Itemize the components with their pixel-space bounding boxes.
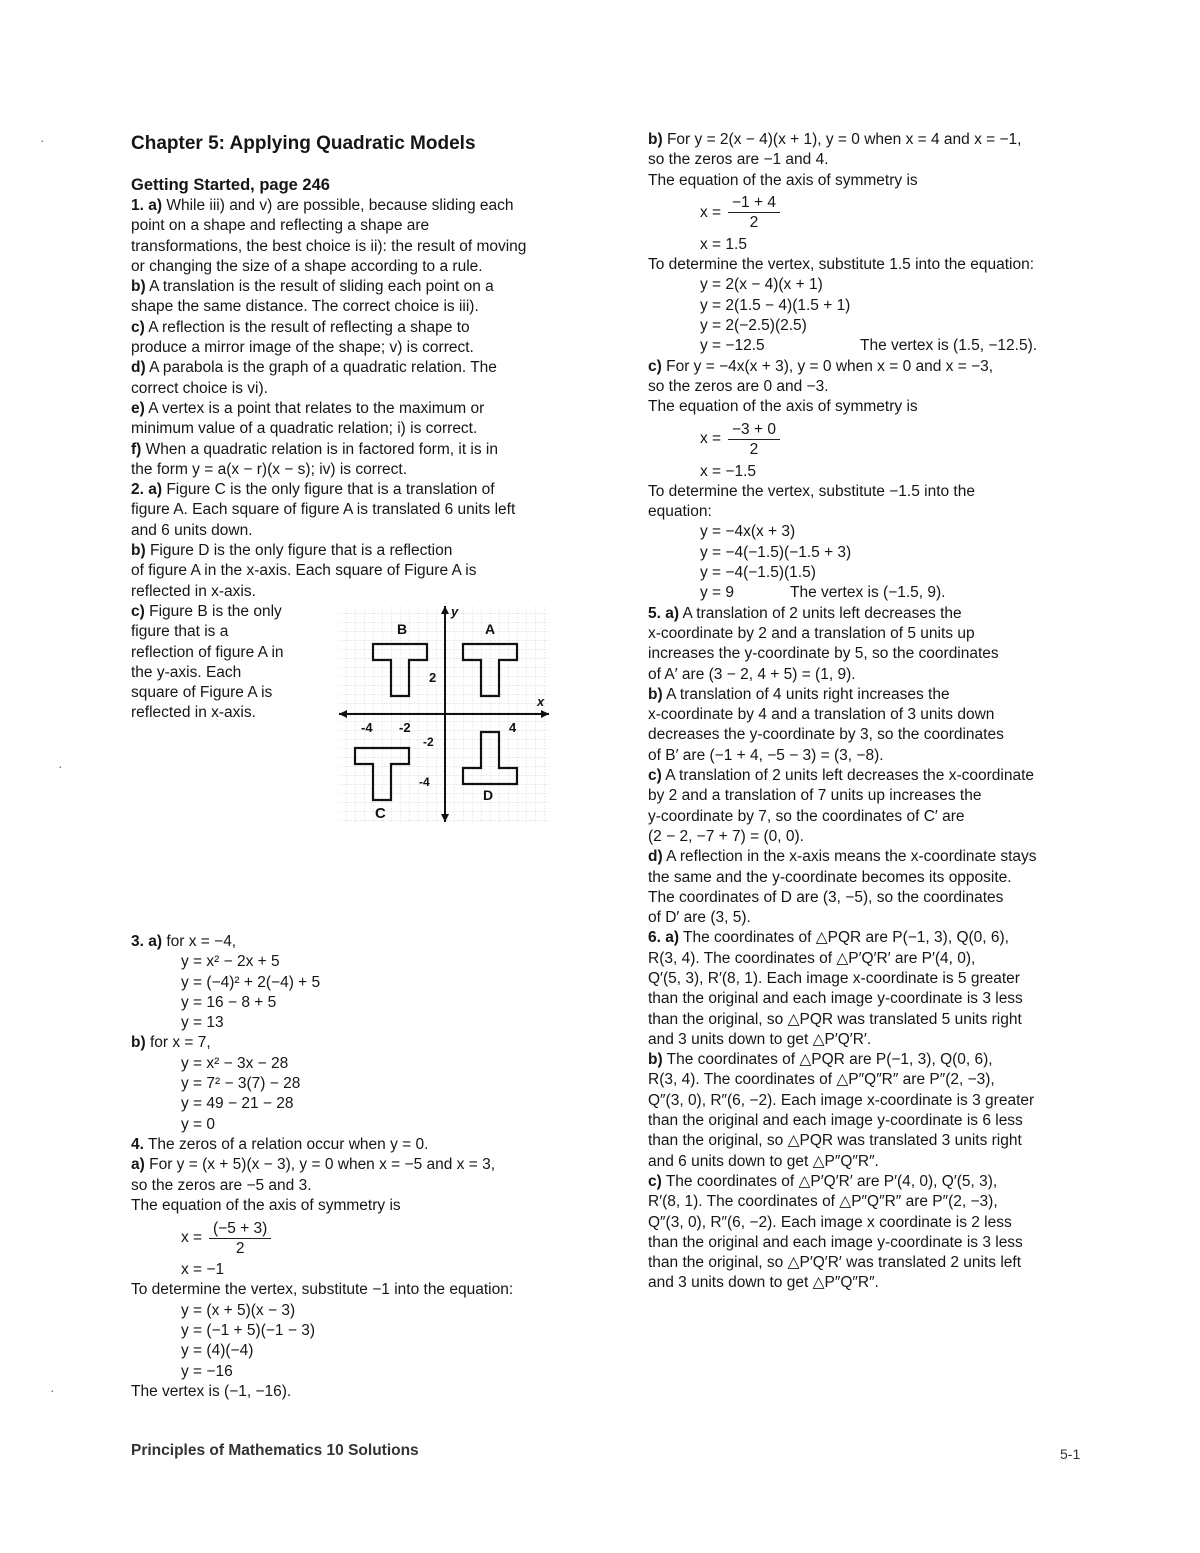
q1a-line: 1. a) While iii) and v) are possible, because sliding each (131, 197, 514, 214)
q2b-line: of figure A in the x-axis. Each square of Figure A is (131, 562, 477, 580)
q1f-line: the form y = a(x − r)(x − s); iv) is correct. (131, 460, 408, 478)
figure-label-c: C (375, 804, 386, 822)
q1c-line: produce a mirror image of the shape; v) is correct. (131, 339, 474, 357)
question-1 (131, 196, 583, 480)
tick-label: 2 (429, 669, 437, 685)
question-4a: 4. The zeros of a relation occur when y = 0. a) For y = (x + 5)(x − 3), y = 0 when x = −5 and x = 3, so the zeros are −5 and 3. The equation of the axis of symmetry is x = $\frac{(-5 + 3)}{2}$ x = −1 To determine the vertex, substitute −1 into the equation: y = (x + 5)(x − 3) y = (−1 + 5)(−1 − 3) y = (4)(−4) y = −16 The vertex is (−1, −16). (131, 1135, 583, 1402)
tick-label: 4 (509, 719, 517, 735)
q2b-line: reflected in x-axis. (131, 582, 256, 600)
question-6: 6. a) The coordinates of △PQR are P(−1, 3), Q(0, 6), R(3, 4). The coordinates of △P′Q′R′ are P′(4, 0), Q′(5, 3), R′(8, 1). Each image x-coordinate is 5 greater than the original and each image y-coordinate is 3 less than the original, so △PQR was translated 5 units right and 3 units down to get △P′Q′R′. b) The coordinates of △PQR are P(−1, 3), Q(0, 6), R(3, 4). The coordinates of △P″Q″R″ are P″(2, −3), Q″(3, 0), R″(6, −2). Each image x-coordinate is 3 greater than the original and each image y-coordinate is 6 less than the original, so △PQR was translated 3 units right and 6 units down to get △P″Q″R″. c) The coordinates of △P′Q′R′ are P′(4, 0), Q′(5, 3), R′(8, 1). The coordinates of △P″Q″R″ are P″(2, −3), Q″(3, 0), R″(6, −2). Each image x coordinate is 2 less than the original and each image y-coordinate is 3 less than the original, so △P′Q′R′ was translated 2 units left and 3 units down to get △P″Q″R″. (648, 929, 1035, 1292)
scan-speck: · (40, 132, 45, 148)
scan-speck: · (58, 758, 63, 774)
q1b-line: b) A translation is the result of sliding each point on a (131, 278, 494, 296)
scan-speck: · (50, 1382, 55, 1398)
x-axis-label: x (537, 693, 545, 709)
q1a-line: point on a shape and reflecting a shape are (131, 217, 430, 235)
q2c-text: c) Figure B is the only figure that is a reflection of figure A in the y-axis. Each square of Figure A is reflected in x-axis. (131, 602, 284, 722)
tick-label: -2 (399, 719, 411, 735)
section-title: Getting Started, page 246 (131, 176, 330, 194)
q3a-head: 3. a) for x = −4, (131, 932, 237, 950)
q4a-fraction: x = $\frac{(-5 + 3)}{2}$ (131, 1216, 583, 1260)
question-5: 5. a) A translation of 2 units left decreases the x-coordinate by 2 and a translation of 5 units up increases the y-coordinate by 5, so the coordinates of A′ are (3 − 2, 4 + 5) = (1, 9). b) A translation of 4 units right increases the x-coordinate by 4 and a translation of 3 units down decreases the y-coordinate by 3, so the coordinates of B′ are (−1 + 4, −5 − 3) = (3, −8). c) A translation of 2 units left decreases the x-coordinate by 2 and a translation of 7 units up increases the y-coordinate by 7, so the coordinates of C′ are (2 − 2, −7 + 7) = (0, 0). d) A reflection in the x-axis means the x-coordinate stays the same and the y-coordinate becomes its opposite. The coordinates of D are (3, −5), so the coordinates of D′ are (3, 5). (648, 604, 1037, 927)
tick-label: -4 (419, 774, 430, 789)
q2a-line: and 6 units down. (131, 521, 253, 539)
figure-label-a: A (485, 620, 496, 637)
q2c-with-figure (131, 602, 583, 826)
q1d-line: correct choice is vi). (131, 379, 268, 397)
figure-label-d: D (483, 786, 494, 803)
q1a-line: transformations, the best choice is ii): the result of moving (131, 237, 527, 255)
question-3: 3. a) for x = −4, y = x² − 2x + 5 y = (−4)² + 2(−4) + 5 y = 16 − 8 + 5 y = 13 b) for x = 7, y = x² − 3x − 28 y = 7² − 3(7) − 28 y = 49 − 21 − 28 y = 0 (131, 932, 583, 1135)
q2a-line: 2. a) Figure C is the only figure that is a translation of (131, 481, 495, 499)
footer-book-title: Principles of Mathematics 10 Solutions (131, 1442, 419, 1459)
q3b-head: b) for x = 7, (131, 1034, 211, 1052)
chapter-title: Chapter 5: Applying Quadratic Models (131, 133, 476, 154)
q4b-fraction: x = $\frac{-1 + 4}{2}$ (648, 191, 1100, 235)
left-column (131, 130, 583, 1402)
question-2 (131, 480, 583, 826)
question-4b: b) For y = 2(x − 4)(x + 1), y = 0 when x = 4 and x = −1, so the zeros are −1 and 4. The equation of the axis of symmetry is x = $\frac{-1 + 4}{2}$ x = 1.5 To determine the vertex, substitute 1.5 into the equation: y = 2(x − 4)(x + 1) y = 2(1.5 − 4)(1.5 + 1) y = 2(−2.5)(2.5) y = −12.5 The vertex is (1.5, −12.5). (648, 130, 1100, 357)
q4c-fraction: x = $\frac{-3 + 0}{2}$ (648, 418, 1100, 462)
tick-label: -4 (361, 719, 373, 735)
question-4c: c) For y = −4x(x + 3), y = 0 when x = 0 and x = −3, so the zeros are 0 and −3. The equation of the axis of symmetry is x = $\frac{-3 + 0}{2}$ x = −1.5 To determine the vertex, substitute −1.5 into the equation: y = −4x(x + 3) y = −4(−1.5)(−1.5 + 3) y = −4(−1.5)(1.5) y = 9 The vertex is (−1.5, 9). (648, 357, 1100, 604)
page-number: 5-1 (1060, 1446, 1081, 1462)
transformation-grid-figure (337, 604, 553, 826)
q1d-line: d) A parabola is the graph of a quadratic relation. The (131, 359, 497, 377)
q1e-line: minimum value of a quadratic relation; i) is correct. (131, 420, 478, 438)
q1a-line: or changing the size of a shape according to a rule. (131, 257, 483, 275)
q1b-line: shape the same distance. The correct choice is iii). (131, 298, 479, 316)
tick-label: -2 (423, 734, 434, 749)
q1c-line: c) A reflection is the result of reflecting a shape to (131, 318, 470, 336)
q2a-line: figure A. Each square of figure A is translated 6 units left (131, 501, 516, 519)
q2b-line: b) Figure D is the only figure that is a reflection (131, 542, 453, 560)
right-column (648, 130, 1100, 1294)
q1e-line: e) A vertex is a point that relates to the maximum or (131, 399, 485, 417)
q4-intro: 4. The zeros of a relation occur when y = 0. (131, 1135, 429, 1153)
figure-label-b: B (397, 620, 408, 637)
y-axis-label: y (451, 603, 459, 619)
q1f-line: f) When a quadratic relation is in factored form, it is in (131, 440, 498, 458)
